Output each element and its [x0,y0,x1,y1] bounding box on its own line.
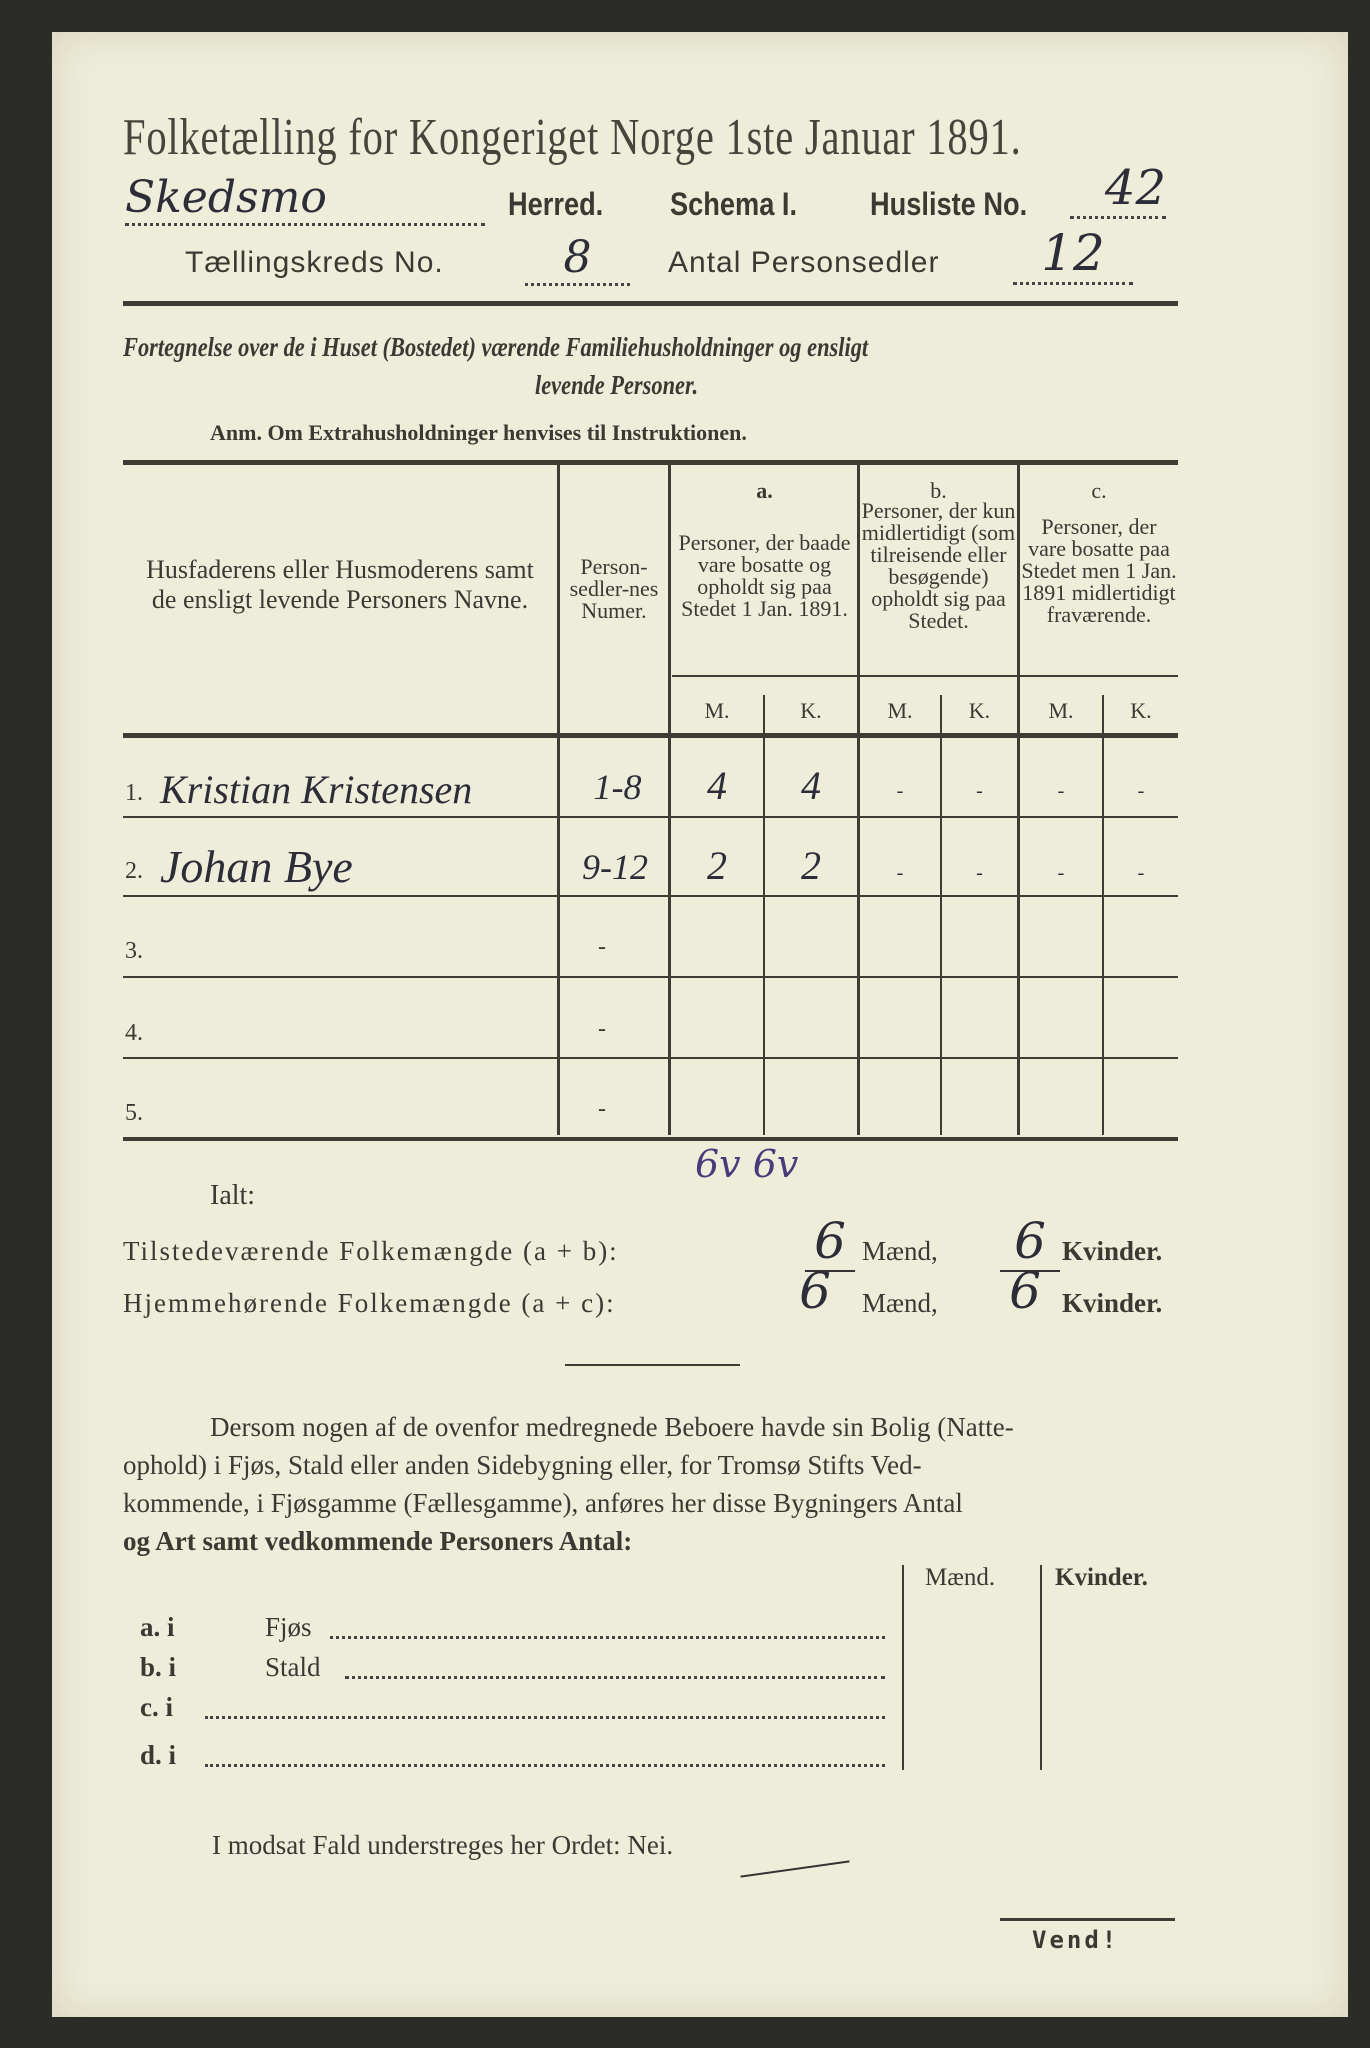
col-header-c: Personer, der vare bosatte paa Stedet men 1 Jan. 1891 midlertidigt fraværende. [1021,514,1177,627]
household-name: Kristian Kristensen [160,767,473,812]
personsedler-numer: - [598,1096,606,1122]
col-divider [1102,695,1104,1135]
col-header-name: Husfaderens eller Husmoderens samt de ensligt levende Personers Navne. [146,555,534,614]
c-m-header: M. [1048,698,1074,723]
form-title: Folketælling for Kongeriget Norge 1ste Januar 1891. [123,109,1022,166]
col-header-a: Personer, der baade vare bosatte og opholdt sig paa Stedet 1 Jan. 1891. [678,530,851,621]
b-m-header: M. [887,698,913,723]
herred-label: Herred. [508,186,604,222]
schema-label: Schema I. [670,186,797,222]
tilstede-label: Tilstedeværende Folkemængde (a + b): [123,1236,619,1266]
row-number: 2. [125,858,143,884]
personsedler-numer: 1-8 [593,767,642,807]
col-divider [763,695,765,1135]
personsedler-value: 12 [1013,224,1133,285]
anm-note: Anm. Om Extrahusholdninger henvises til Instruktionen. [210,420,747,445]
personsedler-label: Antal Personsedler [668,246,940,279]
a-k-value: 2 [801,843,821,888]
maend-label: Mænd, [862,1288,938,1318]
row-number: 3. [125,938,143,964]
building-row-letter: d. i [140,1740,177,1770]
c-k-value: - [1137,780,1145,802]
kreds-label: Tællingskreds No. [185,246,444,279]
tilstede-k-value: 6 [1000,1212,1060,1272]
c-k-value: - [1137,862,1145,884]
husliste-value: 42 [1070,160,1166,219]
kvinder-label: Kvinder. [1062,1236,1163,1266]
ialt-label: Ialt: [210,1180,256,1211]
buildings-para-line: kommende, i Fjøsgamme (Fællesgamme), anføres her disse Bygningers Antal [123,1488,963,1518]
buildings-maend-header: Mænd. [925,1564,996,1591]
col-header-b: Personer, der kun midlertidigt (som tilreisende eller besøgende) opholdt sig paa Stedet. [861,498,1016,633]
header-bottom-rule [123,733,1178,738]
section-divider [565,1364,740,1366]
herred-value: Skedsmo [125,172,485,226]
col-divider [1040,1565,1042,1770]
row-rule [123,1057,1178,1059]
row-number: 4. [125,1020,143,1046]
b-k-value: - [976,862,983,884]
maend-label: Mænd, [862,1236,938,1266]
a-m-value: 2 [707,843,727,888]
a-k-value: 4 [801,763,821,808]
dotted-leader [330,1636,885,1639]
row-rule [123,816,1178,818]
vend-rule [1000,1918,1175,1921]
col-divider [668,465,671,1135]
a-m-value: 4 [707,763,727,808]
personsedler-numer: - [598,934,606,960]
col-a-letter: a. [756,478,773,503]
building-row-letter: b. i [140,1652,177,1682]
census-form-page [52,32,1348,2017]
dotted-leader [345,1676,885,1679]
b-m-value: - [896,780,904,802]
col-c-letter: c. [1091,478,1107,503]
footer-note: I modsat Fald understreges her Ordet: Nei. [212,1830,674,1860]
table-bottom-rule [123,1137,1178,1141]
buildings-para-line: Dersom nogen af de ovenfor medregnede Beboere havde sin Bolig (Natte- [210,1412,1014,1442]
col-b-letter: b. [930,478,947,503]
building-row-letter: c. i [140,1692,173,1722]
kvinder-label: Kvinder. [1062,1288,1163,1318]
c-k-header: K. [1130,698,1152,723]
building-row-label: Stald [265,1652,321,1682]
dotted-leader [205,1716,885,1719]
c-m-value: - [1057,862,1065,884]
c-m-value: - [1057,780,1065,802]
row-number: 5. [125,1100,143,1126]
building-row-label: Fjøs [265,1612,312,1642]
col-header-numer: Person-sedler-nes Numer. [569,554,659,623]
hjemme-k-value: 6 [1009,1262,1041,1320]
buildings-kvinder-header: Kvinder. [1055,1564,1148,1591]
vend-label: Vend! [1032,1926,1120,1954]
col-divider [902,1565,904,1770]
building-row-letter: a. i [140,1612,175,1642]
buildings-para-line: og Art samt vedkommende Personers Antal: [123,1526,633,1556]
personsedler-numer: 9-12 [582,847,648,887]
dotted-leader [205,1764,885,1767]
intro-line-2: levende Personer. [535,370,699,400]
b-k-header: K. [968,698,991,723]
hjemme-m-value: 6 [799,1262,831,1320]
a-m-header: M. [704,698,730,723]
a-k-header: K. [800,698,822,723]
personsedler-numer: - [598,1016,606,1042]
b-k-value: - [976,780,983,802]
tilstede-m-value: 6 [805,1212,855,1272]
row-rule [123,895,1178,897]
kreds-value: 8 [525,232,630,286]
row-rule [123,976,1178,978]
row-number: 1. [125,780,143,806]
buildings-para-line: ophold) i Fjøs, Stald eller anden Sidebygning eller, for Tromsø Stifts Ved- [123,1450,922,1480]
hjemme-label: Hjemmehørende Folkemængde (a + c): [123,1288,616,1318]
ialt-note: 6v 6v [695,1142,799,1186]
household-name: Johan Bye [160,841,353,892]
header-divider [123,301,1178,306]
sub-header-rule [672,675,1178,677]
col-divider [940,695,942,1135]
husliste-label: Husliste No. [870,186,1028,222]
b-m-value: - [896,862,904,884]
intro-line-1: Fortegnelse over de i Huset (Bostedet) værende Familiehusholdninger og ensligt [123,332,869,362]
